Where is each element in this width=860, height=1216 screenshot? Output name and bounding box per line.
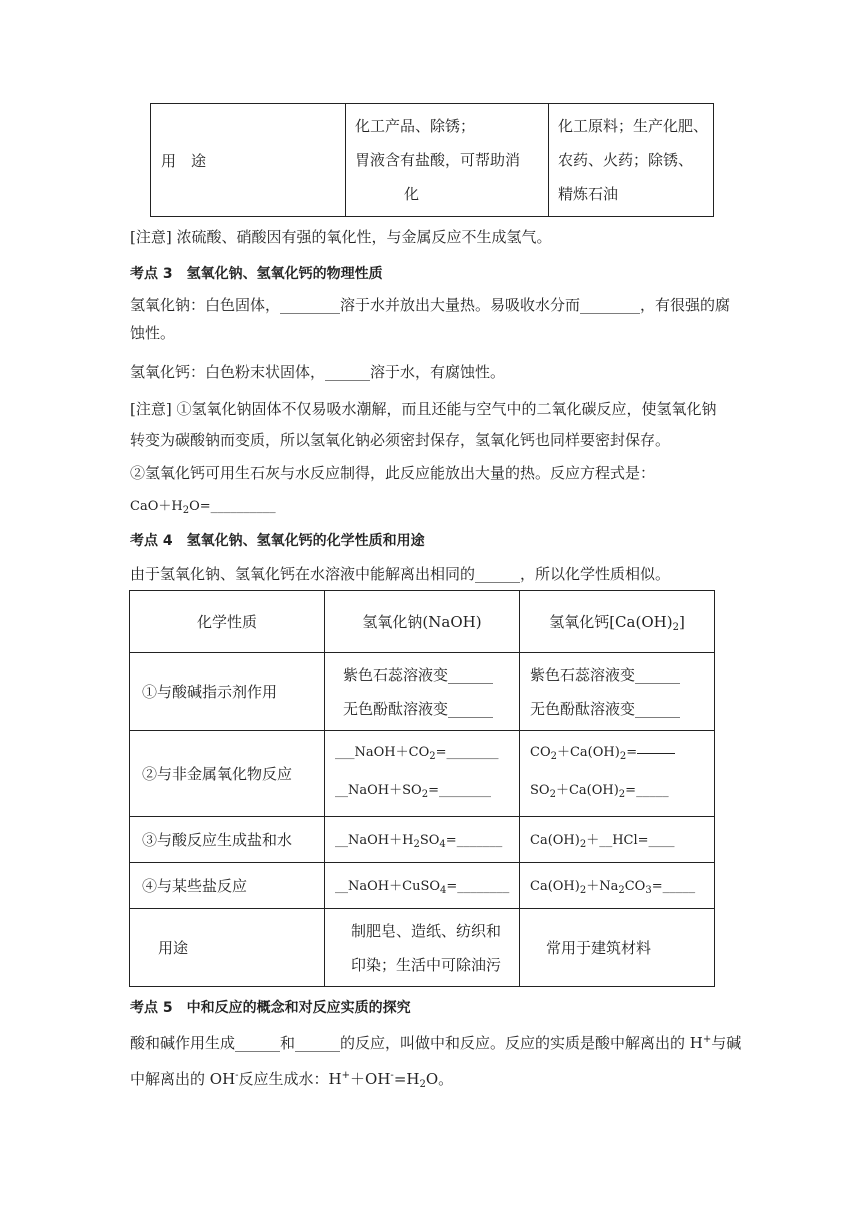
neutralization-line-1: 酸和碱作用生成______和______的反应，叫做中和反应。反应的实质是酸中解离出的 H+与碱 xyxy=(130,1034,742,1052)
hcl-uses-cell xyxy=(346,104,549,217)
naoh-physical-line-2: 蚀性。 xyxy=(130,324,176,342)
note-storage-line-1: [注意] ①氢氧化钠固体不仅易吸水潮解，而且还能与空气中的二氧化碳反应，使氢氧化钠 xyxy=(130,400,717,418)
cao-equation: $CaO+H_2O=\_\_\_\_\_\_\_\_\_\_$ xyxy=(130,499,276,516)
uses-label-cell xyxy=(151,104,346,217)
row-nonmetal-oxide-caoh2: $CO_2+Ca(OH)_2=$ $SO_2+Ca(OH)_2=\_\_\_\_\_$ xyxy=(520,731,715,817)
hcl-use-line-2: 胃液含有盐酸，可帮助消 xyxy=(355,151,521,169)
row-indicator-naoh: 紫色石蕊溶液变______ 无色酚酞溶液变______ xyxy=(325,653,520,731)
h2so4-use-line-2: 农药、火药；除锈、 xyxy=(558,151,694,169)
note-storage-line-2: 转变为碳酸钠而变质，所以氢氧化钠必须密封保存，氢氧化钙也同样要密封保存。 xyxy=(130,431,671,449)
row-acid-label: ③与酸反应生成盐和水 xyxy=(130,817,325,863)
row-uses-caoh2: 常用于建筑材料 xyxy=(520,909,715,987)
row-indicator-label: ①与酸碱指示剂作用 xyxy=(130,653,325,731)
table-row xyxy=(130,909,715,987)
section-4-heading: 考点 4 氢氧化钠、氢氧化钙的化学性质和用途 xyxy=(130,533,425,549)
naoh-physical-line-1: 氢氧化钠：白色固体，________溶于水并放出大量热。易吸收水分而________，有很强的腐 xyxy=(130,296,731,314)
row-uses-label: 用途 xyxy=(130,909,325,987)
row-salt-caoh2: $Ca(OH)_2+Na_2CO_3=\_\_\_\_\_$ xyxy=(520,863,715,909)
neutralization-line-2: 中解离出的 OH-反应生成水：$H^++OH^-=H_2O$。 xyxy=(130,1070,454,1090)
hcl-use-line-3: 化 xyxy=(404,185,420,203)
row-salt-label: ④与某些盐反应 xyxy=(130,863,325,909)
row-acid-naoh: $\_\_NaOH+H_2SO_4=\_\_\_\_\_\_\_$ xyxy=(325,817,520,863)
row-uses-naoh: 制肥皂、造纸、纺织和 印染；生活中可除油污 xyxy=(325,909,520,987)
section-4-intro: 由于氢氧化钠、氢氧化钙在水溶液中能解离出相同的______，所以化学性质相似。 xyxy=(130,565,671,583)
blank-line xyxy=(637,753,675,754)
section-3-heading: 考点 3 氢氧化钠、氢氧化钙的物理性质 xyxy=(130,266,383,282)
row-nonmetal-oxide-label: ②与非金属氧化物反应 xyxy=(130,731,325,817)
uses-table xyxy=(150,103,714,217)
row-acid-caoh2: $Ca(OH)_2+\_\_HCl=\_\_\_\_$ xyxy=(520,817,715,863)
uses-label: 用 途 xyxy=(161,151,207,170)
table-row xyxy=(130,817,715,863)
hcl-use-line-1: 化工产品、除锈； xyxy=(355,117,476,135)
h2so4-uses-cell xyxy=(549,104,714,217)
chemical-properties-table xyxy=(129,590,715,987)
table-row xyxy=(130,653,715,731)
note-acid-oxidizing: [注意] 浓硫酸、硝酸因有强的氧化性，与金属反应不生成氢气。 xyxy=(130,228,552,246)
header-property: 化学性质 xyxy=(130,591,325,653)
row-indicator-caoh2: 紫色石蕊溶液变______ 无色酚酞溶液变______ xyxy=(520,653,715,731)
header-caoh2: 氢氧化钙$[Ca(OH)_2]$ xyxy=(520,591,715,653)
section-5-heading: 考点 5 中和反应的概念和对反应实质的探究 xyxy=(130,1000,411,1016)
table-row xyxy=(130,731,715,817)
table-row xyxy=(130,863,715,909)
caoh-physical-line: 氢氧化钙：白色粉末状固体，______溶于水，有腐蚀性。 xyxy=(130,363,506,381)
h2so4-use-line-3: 精炼石油 xyxy=(558,185,619,203)
row-salt-naoh: __NaOH＋CuSO$_4$=________ xyxy=(325,863,520,909)
note-quicklime-line: ②氢氧化钙可用生石灰与水反应制得，此反应能放出大量的热。反应方程式是： xyxy=(130,464,656,482)
header-naoh: 氢氧化钠(NaOH) xyxy=(325,591,520,653)
row-nonmetal-oxide-naoh: $\_\_\_NaOH+CO_2=\_\_\_\_\_\_\_\_$ $\_\_NaOH+SO_2=\_\_\_\_\_\_\_\_$ xyxy=(325,731,520,817)
h2so4-use-line-1: 化工原料；生产化肥、 xyxy=(558,117,709,135)
